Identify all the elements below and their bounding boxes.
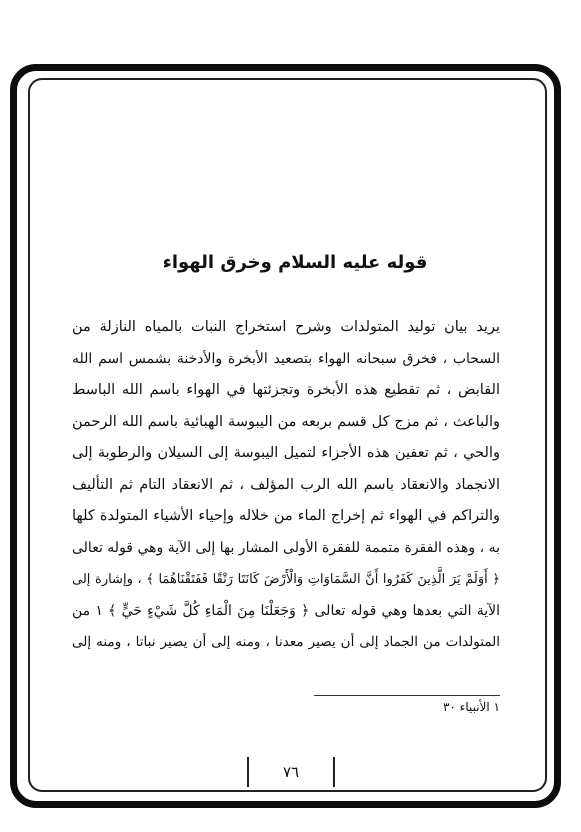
page-number-label: ٧٦ bbox=[282, 763, 300, 781]
page-number bbox=[247, 757, 335, 787]
body-line: والتراكم في الهواء ثم إخراج الماء من خلاله وإحياء الأشياء المتولدة كلها bbox=[72, 508, 500, 524]
footnote-divider bbox=[314, 695, 500, 696]
body-line: به ، وهذه الفقرة متممة للفقرة الأولى المشار بها إلى الآية وهي قوله تعالى bbox=[72, 539, 500, 556]
body-line: القابض ، ثم تقطيع هذه الأبخرة وتجزئتها في الهواء باسم الله الباسط bbox=[72, 382, 500, 398]
body-line: الانجماد والانعقاد باسم الله الرب المؤلف ، ثم الانعقاد التام ثم التأليف bbox=[72, 476, 500, 493]
body-line: يريد بيان توليد المتولدات وشرح استخراج النبات بالمياه النازلة من bbox=[72, 319, 500, 335]
body-line: السحاب ، فخرق سبحانه الهواء بتصعيد الأبخرة والأدخنة بشمس اسم الله bbox=[72, 350, 500, 367]
body-text bbox=[72, 312, 500, 659]
quran-verse-line: الآية التي بعدها وهي قوله تعالى ﴿ وَجَعَلْنَا مِنَ الْمَاءِ كُلَّ شَيْءٍ حَيٍّ ﴾ ١ من bbox=[72, 602, 500, 619]
body-line: والباعث ، ثم مزج كل قسم بربعه من اليبوسة الهبائية باسم الله الرحمن bbox=[72, 413, 500, 430]
section-title: قوله عليه السلام وخرق الهواء bbox=[162, 252, 428, 273]
body-line: المتولدات من الجماد إلى أن يصير معدنا ، ومنه إلى أن يصير نباتا ، ومنه إلى bbox=[72, 634, 500, 650]
footnote: ١ الأنبياء ٣٠ bbox=[442, 700, 500, 714]
body-line: والحي ، ثم تعفين هذه الأجزاء لتميل اليبوسة إلى السيلان والرطوبة إلى bbox=[72, 445, 500, 461]
quran-verse-line: ﴿ أَوَلَمْ يَرَ الَّذِينَ كَفَرُوا أَنَّ السَّمَاوَاتِ وَالْأَرْضَ كَانَتَا رَتْقًا فَفَتَقْنَاهُمَا ﴾ ، وإشارة إلى bbox=[72, 572, 500, 587]
